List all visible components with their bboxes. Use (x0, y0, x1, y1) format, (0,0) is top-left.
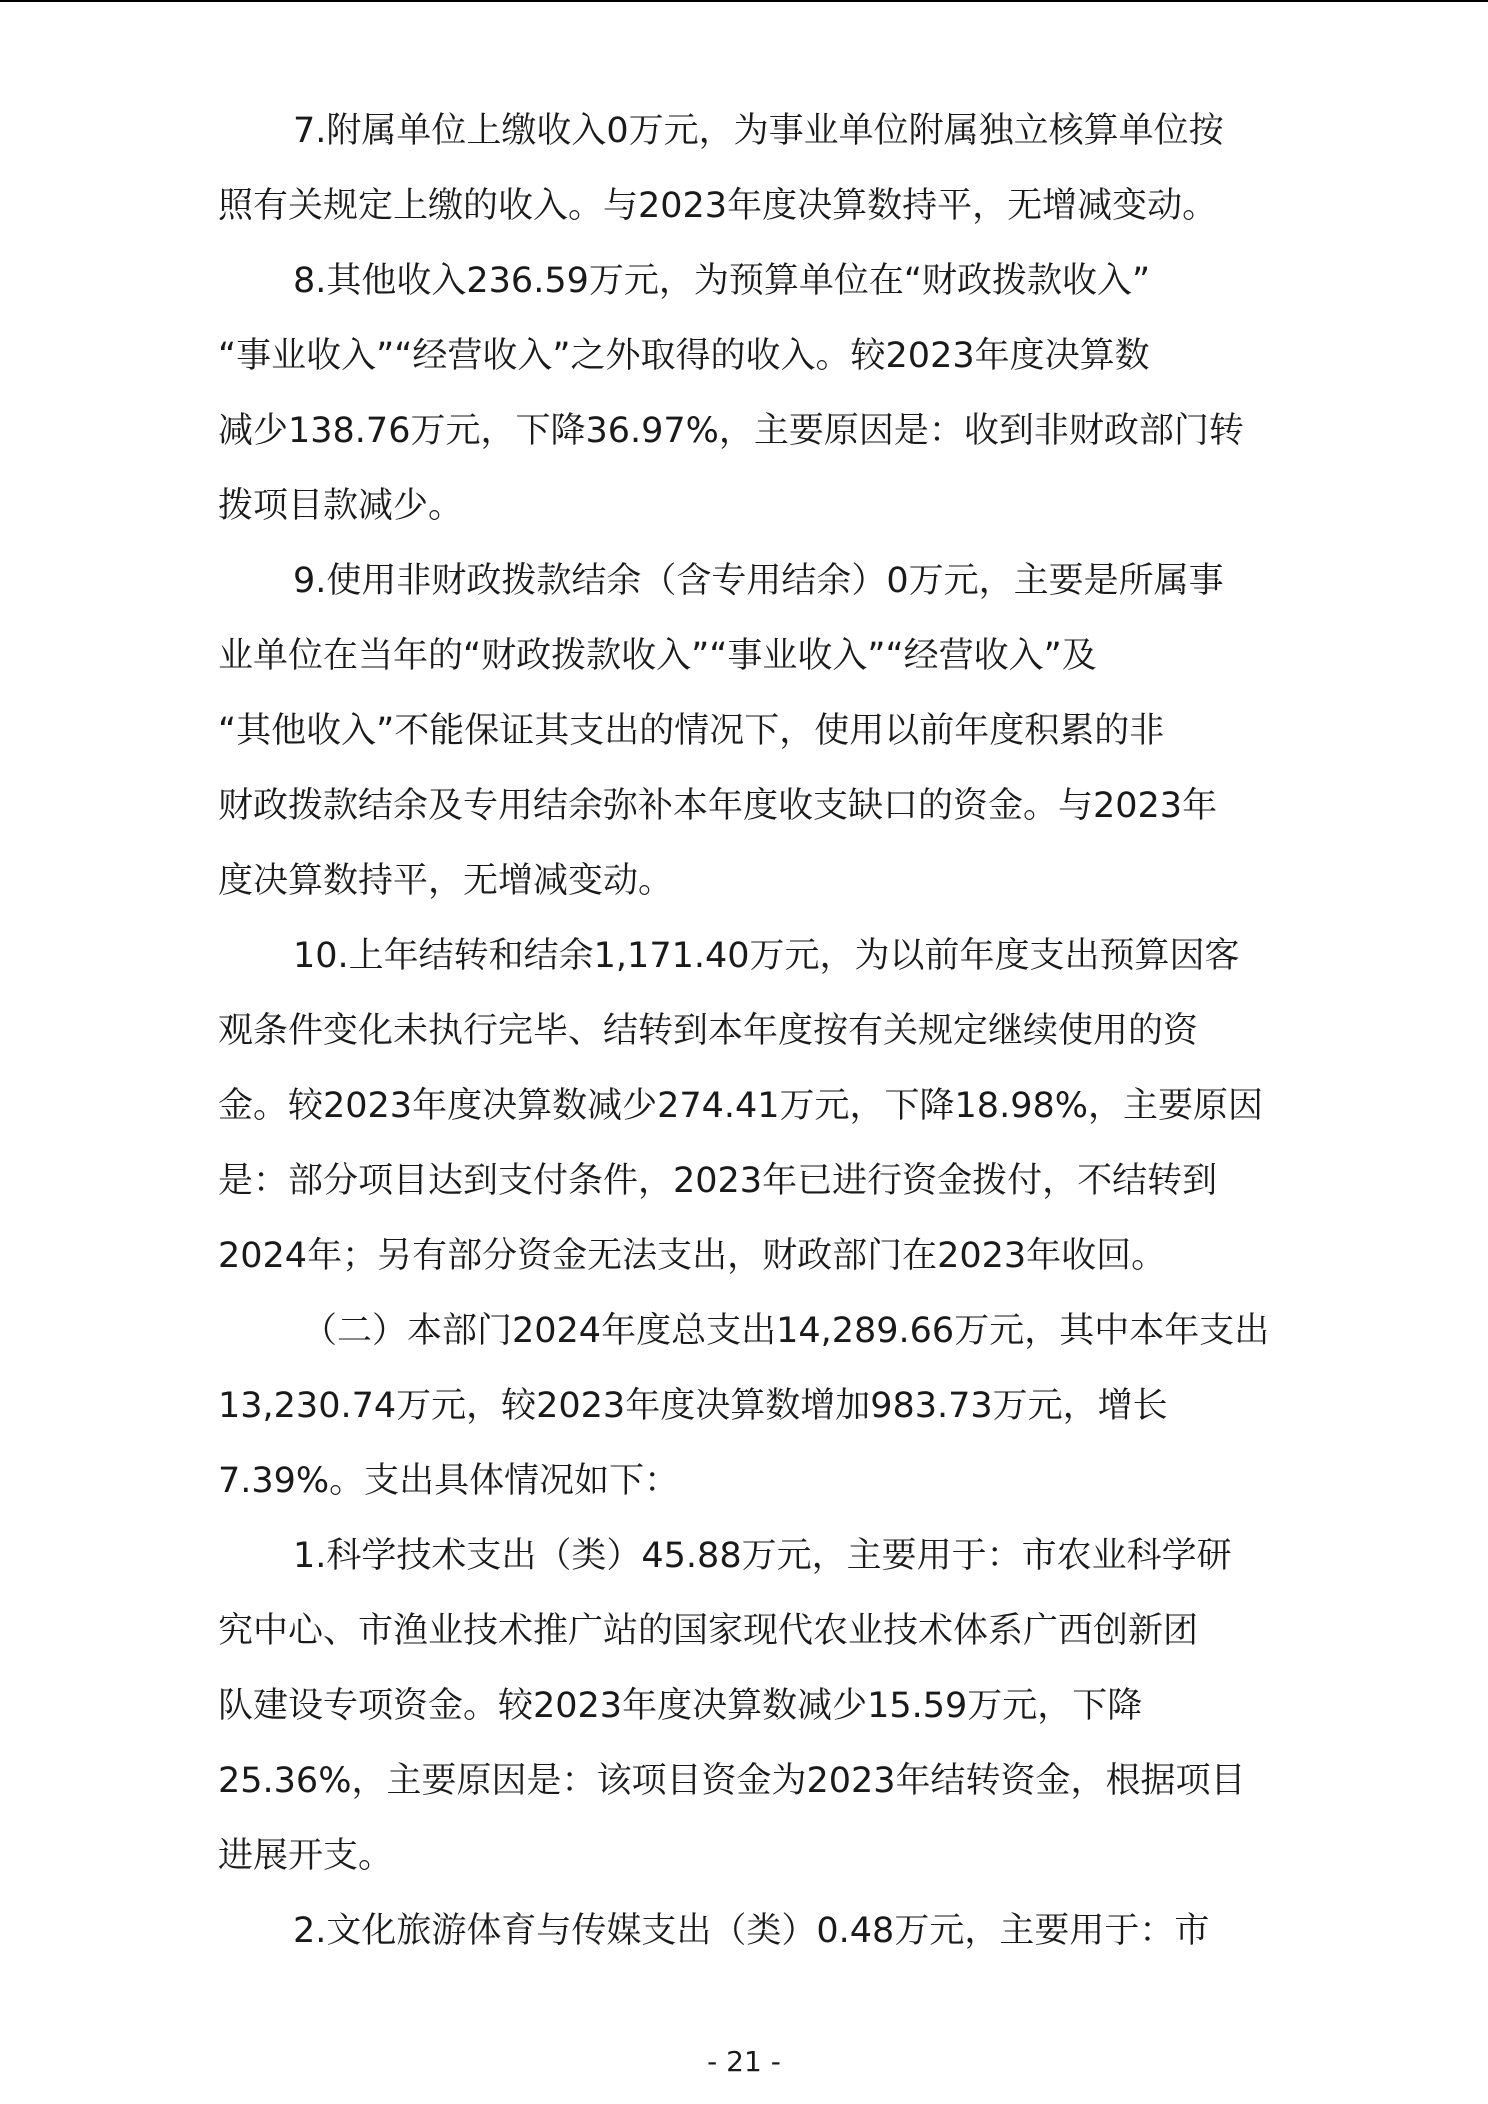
text-line: 2024年；另有部分资金无法支出，财政部门在2023年收回。 (218, 1236, 1167, 1276)
text-line: 究中心、市渔业技术推广站的国家现代农业技术体系广西创新团 (218, 1611, 1199, 1651)
page-number: - 21 - (707, 2045, 781, 2078)
text-line: 度决算数持平，无增减变动。 (218, 861, 674, 901)
text-line: 8.其他收入236.59万元，为预算单位在“财政拨款收入” (293, 261, 1151, 301)
text-line: 拨项目款减少。 (218, 486, 464, 526)
text-line: 13,230.74万元，较2023年度决算数增加983.73万元，增长 (218, 1386, 1168, 1426)
text-line: 减少138.76万元，下降36.97%，主要原因是：收到非财政部门转 (218, 411, 1244, 451)
text-line: 业单位在当年的“财政拨款收入”“事业收入”“经营收入”及 (218, 636, 1097, 676)
text-line: 7.39%。支出具体情况如下： (218, 1461, 680, 1501)
text-line: 财政拨款结余及专用结余弥补本年度收支缺口的资金。与2023年 (218, 786, 1218, 826)
text-line: “其他收入”不能保证其支出的情况下，使用以前年度积累的非 (218, 711, 1165, 751)
text-line: 2.文化旅游体育与传媒支出（类）0.48万元，主要用于：市 (293, 1911, 1210, 1951)
text-line: 1.科学技术支出（类）45.88万元，主要用于：市农业科学研 (293, 1536, 1232, 1576)
text-line: 观条件变化未执行完毕、结转到本年度按有关规定继续使用的资 (218, 1011, 1199, 1051)
text-line: （二）本部门2024年度总支出14,289.66万元，其中本年支出 (302, 1311, 1270, 1351)
text-line: 队建设专项资金。较2023年度决算数减少15.59万元，下降 (218, 1686, 1143, 1726)
text-line: 25.36%，主要原因是：该项目资金为2023年结转资金，根据项目 (218, 1761, 1246, 1801)
paragraph-2-culture-tourism (218, 1894, 1288, 1969)
document-body (218, 94, 1288, 1969)
top-border-rule (0, 0, 1488, 2)
text-line: 进展开支。 (218, 1836, 394, 1876)
paragraph-10-carryover-balance (218, 919, 1288, 1294)
paragraph-8-other-income (218, 244, 1288, 544)
text-line: 10.上年结转和结余1,171.40万元，为以前年度支出预算因客 (293, 936, 1240, 976)
text-line: 是：部分项目达到支付条件，2023年已进行资金拨付，不结转到 (218, 1161, 1218, 1201)
text-line: 金。较2023年度决算数减少274.41万元，下降18.98%，主要原因 (218, 1086, 1263, 1126)
paragraph-total-expenditure (218, 1294, 1288, 1519)
paragraph-1-science-technology (218, 1519, 1288, 1894)
text-line: “事业收入”“经营收入”之外取得的收入。较2023年度决算数 (218, 336, 1150, 376)
paragraph-9-non-fiscal-balance (218, 544, 1288, 919)
text-line: 7.附属单位上缴收入0万元，为事业单位附属独立核算单位按 (293, 111, 1224, 151)
paragraph-7-affiliated-income (218, 94, 1288, 244)
text-line: 9.使用非财政拨款结余（含专用结余）0万元，主要是所属事 (293, 561, 1224, 601)
text-line: 照有关规定上缴的收入。与2023年度决算数持平，无增减变动。 (218, 186, 1218, 226)
